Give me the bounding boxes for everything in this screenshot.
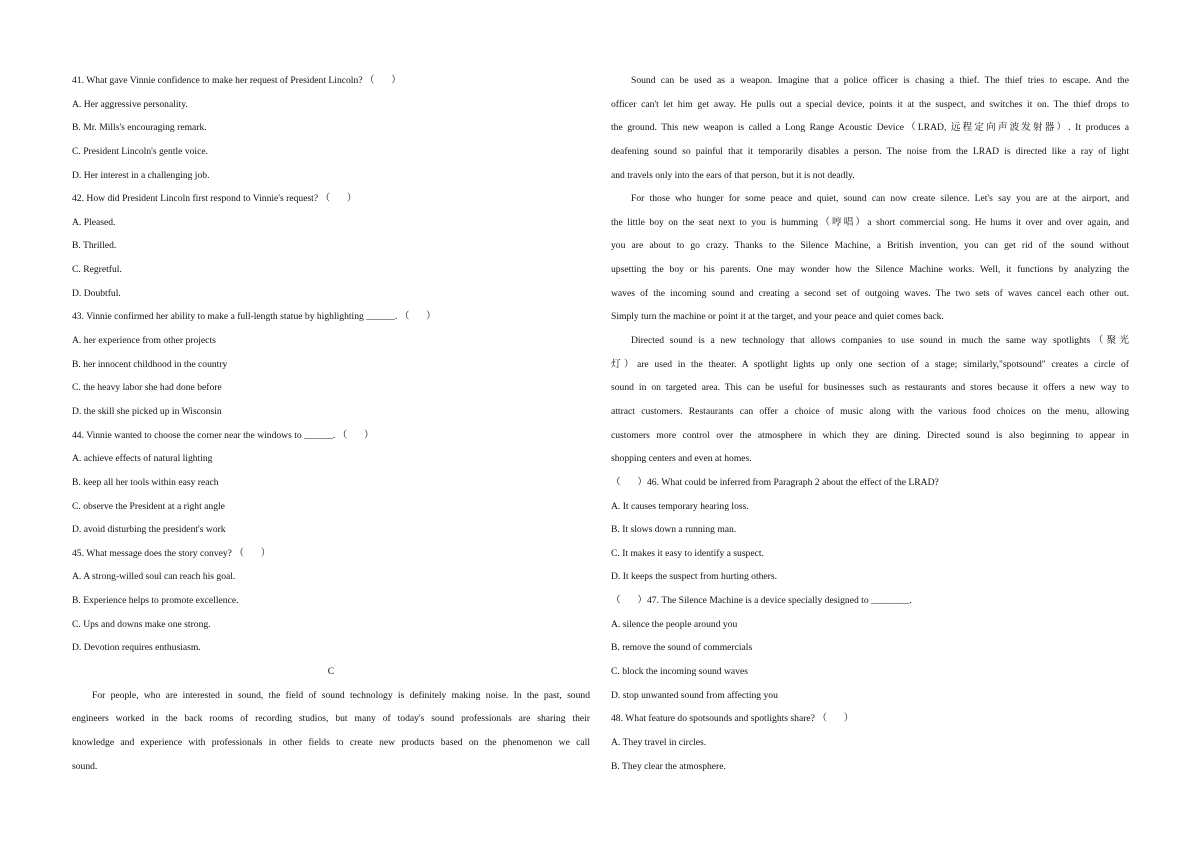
section-heading: C xyxy=(327,666,335,678)
option-line: B. They clear the atmosphere. xyxy=(611,760,726,772)
option-line: A. achieve effects of natural lighting xyxy=(72,453,213,465)
option-line: D. Doubtful. xyxy=(72,287,121,299)
question-line: 42. How did President Lincoln first respond to Vinnie's request? （ ） xyxy=(72,193,357,205)
option-line: A. They travel in circles. xyxy=(611,736,707,748)
option-line: D. the skill she picked up in Wisconsin xyxy=(72,405,222,417)
option-line: A. Pleased. xyxy=(72,216,116,228)
question-line: 41. What gave Vinnie confidence to make her request of President Lincoln? （ ） xyxy=(72,75,401,86)
paragraph-line: deafening sound so painful that it temporarily disables a person. The noise from the LRAD is directed like a ray of light xyxy=(611,145,1129,157)
question-line: （ ）46. What could be inferred from Paragraph 2 about the effect of the LRAD? xyxy=(611,476,939,488)
option-line: B. Thrilled. xyxy=(72,240,117,252)
paragraph-line: Sound can be used as a weapon. Imagine that a police officer is chasing a thief. The thief tries to escape. And the xyxy=(631,75,1129,86)
option-line: D. avoid disturbing the president's work xyxy=(72,524,226,536)
option-line: C. block the incoming sound waves xyxy=(611,666,748,678)
paragraph-line: Simply turn the machine or point it at the target, and your peace and quiet comes back. xyxy=(611,311,944,323)
option-line: D. Devotion requires enthusiasm. xyxy=(72,642,201,654)
option-line: C. Regretful. xyxy=(72,264,122,276)
question-line: 48. What feature do spotsounds and spotlights share? （ ） xyxy=(611,713,854,725)
paragraph-line: For those who hunger for some peace and quiet, sound can now create silence. Let's say you are at the airport, and xyxy=(631,193,1129,205)
paragraph-line: you are about to go crazy. Thanks to the Silence Machine, a British invention, you can get rid of the sound without xyxy=(611,240,1129,252)
option-line: C. President Lincoln's gentle voice. xyxy=(72,145,209,157)
option-line: B. keep all her tools within easy reach xyxy=(72,476,219,488)
option-line: A. her experience from other projects xyxy=(72,335,216,347)
paragraph-line: waves of the incoming sound and creating a second set of outgoing waves. The two sets of waves cancel each other out. xyxy=(611,287,1129,299)
option-line: C. the heavy labor she had done before xyxy=(72,382,222,394)
question-line: 43. Vinnie confirmed her ability to make a full-length statue by highlighting ______. （ ） xyxy=(72,311,436,323)
option-line: B. Experience helps to promote excellence. xyxy=(72,595,239,607)
option-line: A. silence the people around you xyxy=(611,618,738,630)
option-line: B. remove the sound of commercials xyxy=(611,642,753,654)
option-line: A. A strong-willed soul can reach his goal. xyxy=(72,571,236,583)
right-column xyxy=(611,69,1129,778)
paragraph-line: sound in on targeted area. This can be useful for businesses such as restaurants and stores because it offers a new way to xyxy=(611,382,1129,394)
paragraph-line: attract customers. Restaurants can offer a choice of music along with the various food choices on the menu, allowing xyxy=(611,405,1129,417)
paragraph-line: sound. xyxy=(72,760,98,772)
option-line: C. observe the President at a right angle xyxy=(72,500,225,512)
paragraph-line: 灯）are used in the theater. A spotlight lights up only one section of a stage; similarly,"spotsound" creates a circle of xyxy=(611,358,1129,370)
paragraph-line: For people, who are interested in sound, the field of sound technology is definitely making noise. In the past, sound xyxy=(92,689,590,701)
option-line: D. Her interest in a challenging job. xyxy=(72,169,210,181)
paragraph-line: upsetting the boy or his parents. One may wonder how the Silence Machine works. Well, it functions by analyzing the xyxy=(611,264,1129,276)
question-line: （ ）47. The Silence Machine is a device specially designed to ________. xyxy=(611,595,912,607)
option-line: A. It causes temporary hearing loss. xyxy=(611,500,749,512)
option-line: B. her innocent childhood in the country xyxy=(72,358,228,370)
option-line: D. It keeps the suspect from hurting others. xyxy=(611,571,777,583)
option-line: B. Mr. Mills's encouraging remark. xyxy=(72,122,207,134)
option-line: B. It slows down a running man. xyxy=(611,524,737,536)
paragraph-line: engineers worked in the back rooms of recording studios, but many of today's sound professionals are sharing their xyxy=(72,713,590,725)
paragraph-line: and travels only into the ears of that person, but it is not deadly. xyxy=(611,169,855,181)
option-line: C. Ups and downs make one strong. xyxy=(72,618,211,630)
paragraph-line: shopping centers and even at homes. xyxy=(611,453,752,465)
option-line: D. stop unwanted sound from affecting you xyxy=(611,689,778,701)
paragraph-line: officer can't let him get away. He pulls out a special device, points it at the suspect, and switches it on. The thief drops to xyxy=(611,98,1129,110)
option-line: A. Her aggressive personality. xyxy=(72,98,188,110)
left-column xyxy=(72,69,590,778)
option-line: C. It makes it easy to identify a suspect. xyxy=(611,547,764,559)
paragraph-line: knowledge and experience with professionals in other fields to create new products based on the phenomenon we call xyxy=(72,736,590,748)
paragraph-line: customers more control over the atmosphere in which they are dining. Directed sound is also beginning to appear in xyxy=(611,429,1129,441)
question-line: 45. What message does the story convey? （ ） xyxy=(72,547,271,559)
paragraph-line: the little boy on the seat next to you is humming（哼唱）a short commercial song. He hums it over and over again, and xyxy=(611,216,1129,228)
paragraph-line: Directed sound is a new technology that allows companies to use sound in much the same way spotlights（聚光 xyxy=(631,335,1129,347)
question-line: 44. Vinnie wanted to choose the corner near the windows to ______. （ ） xyxy=(72,429,374,441)
paragraph-line: the ground. This new weapon is called a Long Range Acoustic Device（LRAD, 远程定向声波发射器）. It produces a xyxy=(611,122,1129,134)
